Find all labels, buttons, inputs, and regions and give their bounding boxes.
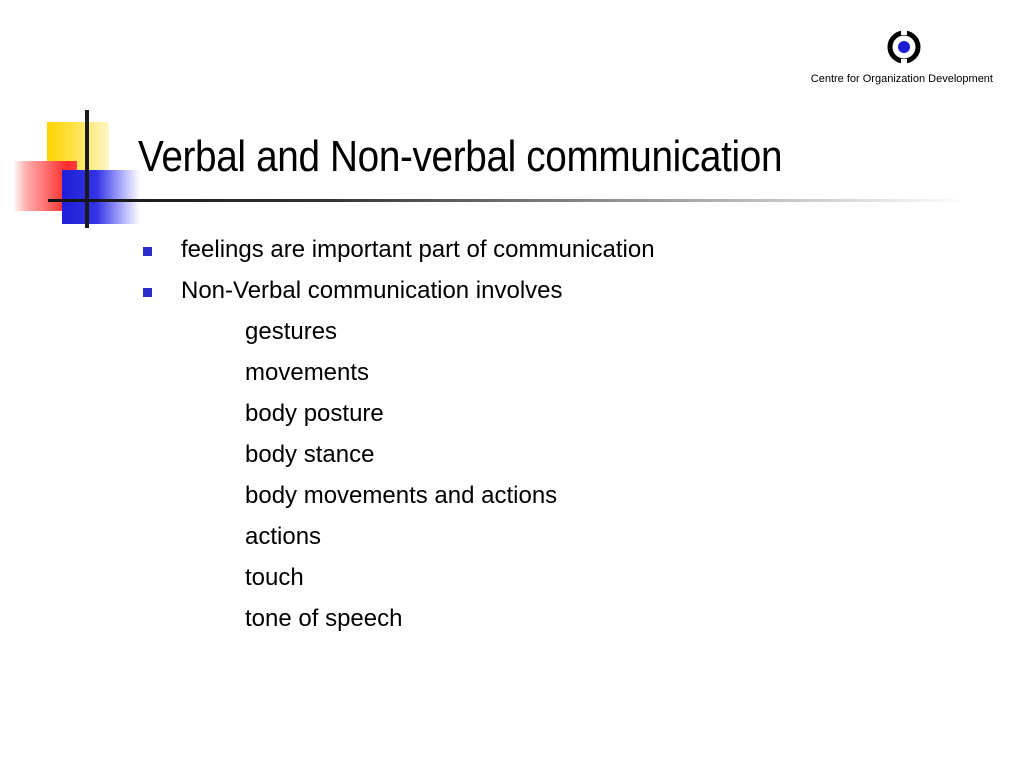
sub-list-item: tone of speech — [245, 605, 403, 632]
bullet-text: Non-Verbal communication involves — [181, 277, 563, 304]
square-bullet-icon — [143, 247, 152, 256]
sub-list-item: touch — [245, 564, 304, 591]
sub-list-item: gestures — [245, 318, 338, 345]
decor-vertical-line — [85, 110, 89, 228]
sub-list-item: body posture — [245, 400, 384, 427]
org-name: Centre for Organization Development — [810, 73, 993, 85]
decor-blue-square — [62, 170, 140, 224]
sub-list-item: body stance — [245, 441, 375, 468]
page-title: Verbal and Non-verbal communication — [138, 132, 783, 181]
bullet-text: feelings are important part of communication — [181, 236, 655, 263]
title-underline — [48, 199, 968, 202]
target-ring-icon — [886, 29, 922, 65]
sub-list-item: body movements and actions — [245, 482, 558, 509]
sub-list-item: movements — [245, 359, 370, 386]
sub-list-item: actions — [245, 523, 322, 550]
square-bullet-icon — [143, 288, 152, 297]
